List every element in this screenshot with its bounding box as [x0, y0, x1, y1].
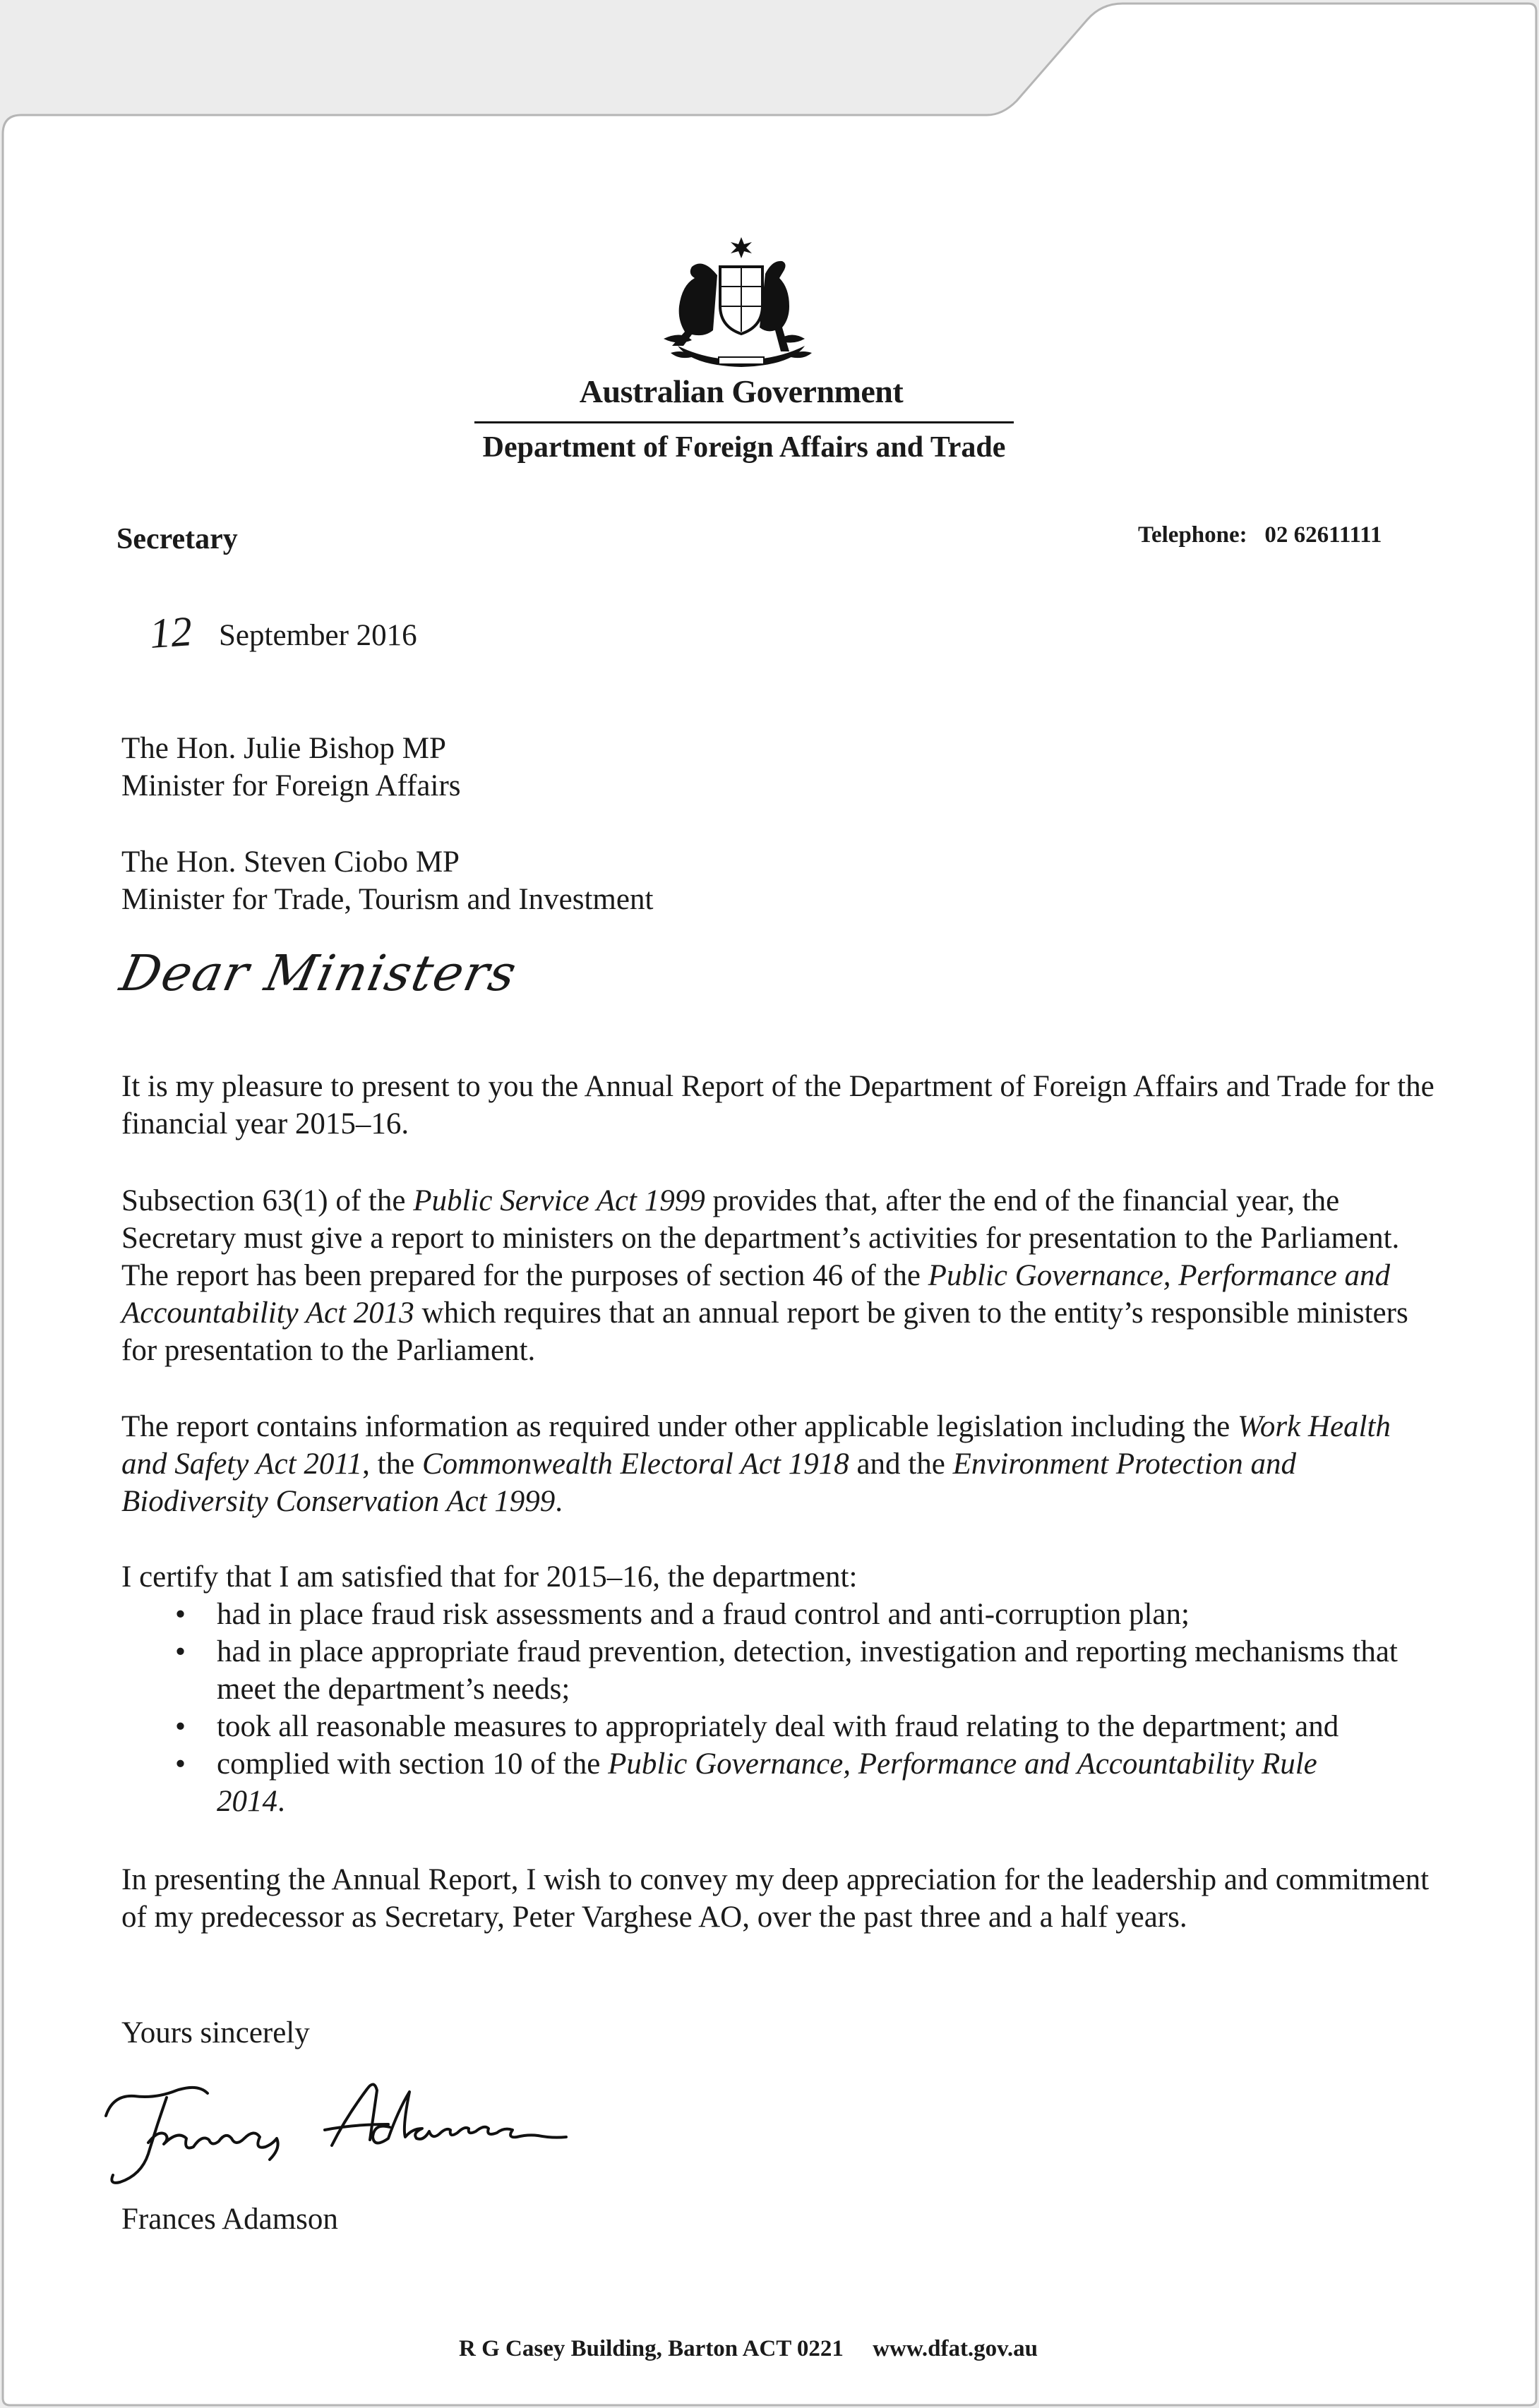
recipient-1 [121, 730, 461, 805]
footer [0, 2336, 1497, 2362]
recipient-name: The Hon. Julie Bishop MP [121, 732, 446, 765]
footer-address: R G Casey Building, Barton ACT 0221 [459, 2336, 844, 2361]
coat-of-arms-emblem [649, 233, 833, 374]
sender-role: Secretary [116, 523, 238, 555]
letter-date: September 2016 [219, 619, 417, 652]
bullet-icon: • [175, 1747, 186, 1781]
telephone-number: 02 62611111 [1264, 522, 1382, 548]
government-title: Australian Government [579, 373, 904, 409]
recipient-name: The Hon. Steven Ciobo MP [121, 845, 460, 879]
list-item: • had in place fraud risk assessments and a fraud control and anti-corruption plan; [121, 1596, 1442, 1633]
recipient-2 [121, 843, 653, 918]
bullet-icon: • [175, 1598, 186, 1631]
letterhead-divider [474, 421, 1014, 423]
paragraph-3: The report contains information as required under other applicable legislation including the Work Health and Safety Act 2011, the Commonwealth Electoral Act 1918 and the Environment Protection and Biodiversity Conservation Act 1999. [121, 1410, 1391, 1518]
handwritten-salutation: Dear Ministers [115, 944, 523, 1002]
department-title: Department of Foreign Affairs and Trade [482, 431, 1006, 464]
paragraph-2: Subsection 63(1) of the Public Service Act 1999 provides that, after the end of the financial year, the Secretary must give a report to ministers on the department’s activities for presentation to the Parliament. The report has been prepared for the purposes of section 46 of the Public Governance, Performance and Accountability Act 2013 which requires that an annual report be given to the entity’s responsible ministers for presentation to the Parliament. [121, 1184, 1408, 1367]
recipient-title: Minister for Trade, Tourism and Investment [121, 883, 654, 916]
paragraph-5: In presenting the Annual Report, I wish to convey my deep appreciation for the leadership and commitment of my predecessor as Secretary, Peter Varghese AO, over the past three and a half years. [121, 1863, 1430, 1934]
bullet-icon: • [175, 1710, 186, 1743]
closing: Yours sincerely [121, 2016, 310, 2049]
certification-list [121, 1596, 1442, 1820]
telephone-label: Telephone: [1138, 522, 1247, 548]
footer-website: www.dfat.gov.au [873, 2336, 1038, 2361]
list-item: • had in place appropriate fraud prevention, detection, investigation and reporting mechanisms that meet the department’s needs; [121, 1633, 1442, 1708]
paragraph-4-intro: I certify that I am satisfied that for 2015–16, the department: [121, 1560, 858, 1594]
recipient-title: Minister for Foreign Affairs [121, 769, 461, 802]
bullet-icon: • [175, 1635, 186, 1668]
signer-name: Frances Adamson [121, 2203, 338, 2236]
list-item: • complied with section 10 of the Public Governance, Performance and Accountability Rule 2014. [121, 1745, 1442, 1820]
handwritten-day: 12 [148, 607, 194, 658]
telephone-line [1138, 522, 1382, 548]
list-item: • took all reasonable measures to appropriately deal with fraud relating to the department; and [121, 1708, 1442, 1745]
paragraph-1: It is my pleasure to present to you the Annual Report of the Department of Foreign Affairs and Trade for the financial year 2015–16. [121, 1070, 1435, 1140]
handwritten-signature [99, 2075, 635, 2202]
